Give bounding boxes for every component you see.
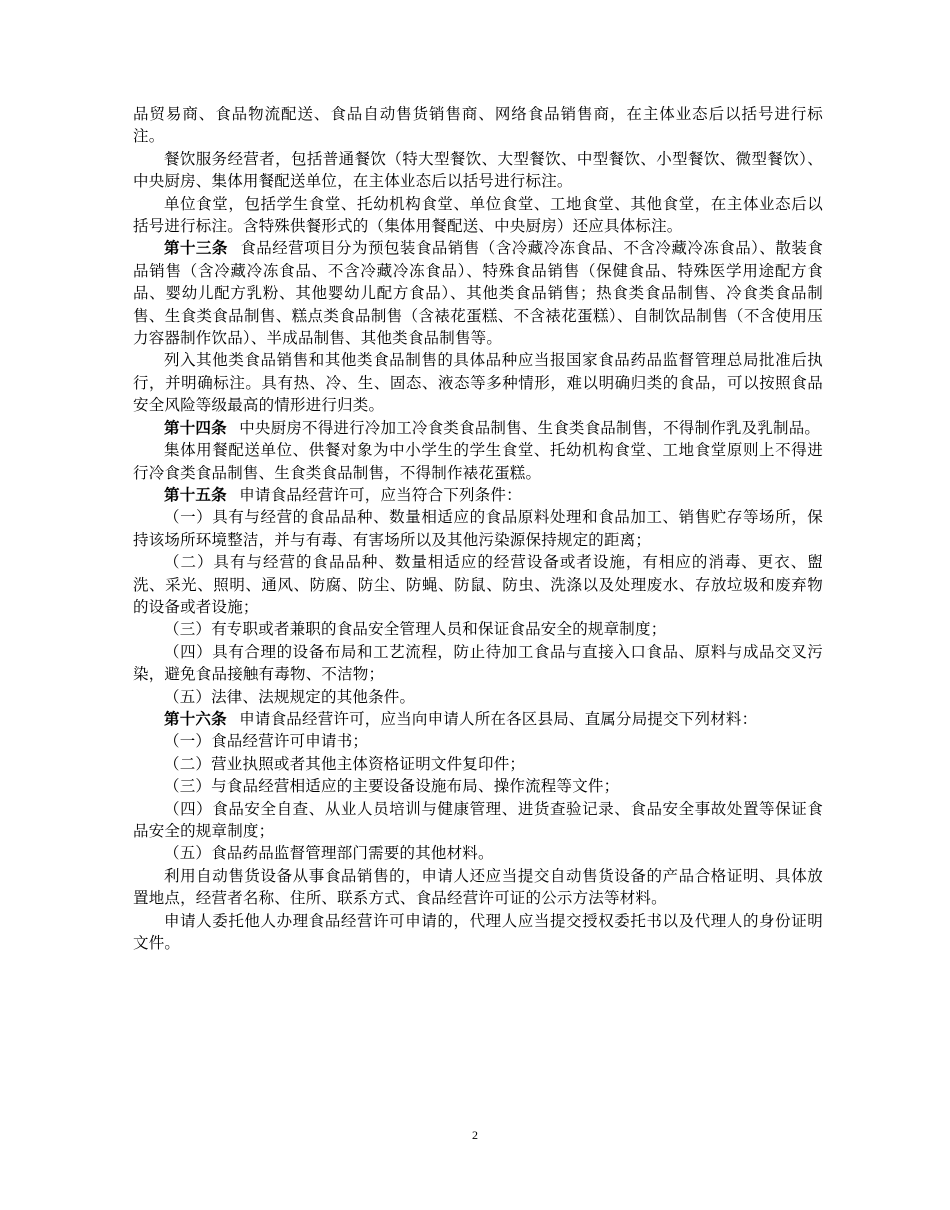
list-item: （五）食品药品监督管理部门需要的其他材料。 (164, 844, 494, 863)
list-item: （一）食品经营许可申请书； (164, 732, 369, 751)
paragraph-19: 利用自动售货设备从事食品销售的，申请人还应当提交自动售货设备的产品合格证明、具体放置地点，经营者名称、住所、联系方式、食品经营许可证的公示方法等材料。 (133, 866, 823, 908)
list-item: （四）具有合理的设备布局和工艺流程，防止待加工食品与直接入口食品、原料与成品交叉污染，避免食品接触有毒物、不洁物； (133, 642, 823, 684)
article-heading: 第十六条 (164, 708, 227, 728)
paragraph-4: 列入其他类食品销售和其他类食品制售的具体品种应当报国家食品药品监督管理总局批准后执行，并明确标注。具有热、冷、生、固态、液态等多种情形，难以明确归类的食品，可以按照食品安全风险等级最高的情形进行归类。 (133, 351, 823, 415)
list-item: （二）营业执照或者其他主体资格证明文件复印件； (164, 754, 526, 773)
document-body (133, 103, 823, 954)
article-14: 第十四条 中央厨房不得进行冷加工冷食类食品制售、生食类食品制售，不得制作乳及乳制品。 (164, 417, 821, 437)
list-item: （三）有专职或者兼职的食品安全管理人员和保证食品安全的规章制度； (164, 620, 667, 639)
article-heading: 第十五条 (164, 484, 227, 504)
list-item: （二）具有与经营的食品品种、数量相适应的经营设备或者设施，有相应的消毒、更衣、盥洗、采光、照明、通风、防腐、防尘、防蝇、防鼠、防虫、洗涤以及处理废水、存放垃圾和废弃物的设备或者设施； (133, 553, 823, 616)
list-item: （四）食品安全自查、从业人员培训与健康管理、进货查验记录、食品安全事故处置等保证食品安全的规章制度； (133, 799, 823, 840)
article-16: 第十六条 申请食品经营许可，应当向申请人所在各区县局、直属分局提交下列材料： (164, 708, 758, 728)
paragraph-6: 集体用餐配送单位、供餐对象为中小学生的学生食堂、托幼机构食堂、工地食堂原则上不得进行冷食类食品制售、生食类食品制售，不得制作裱花蛋糕。 (133, 441, 823, 482)
list-item: （三）与食品经营相适应的主要设备设施布局、操作流程等文件； (164, 777, 620, 796)
paragraph-2: 单位食堂，包括学生食堂、托幼机构食堂、单位食堂、工地食堂、其他食堂，在主体业态后以括号进行标注。含特殊供餐形式的（集体用餐配送、中央厨房）还应具体标注。 (133, 194, 823, 236)
paragraph-1: 餐饮服务经营者，包括普通餐饮（特大型餐饮、大型餐饮、中型餐饮、小型餐饮、微型餐饮）、中央厨房、集体用餐配送单位，在主体业态后以括号进行标注。 (133, 149, 823, 191)
paragraph-20: 申请人委托他人办理食品经营许可申请的，代理人应当提交授权委托书以及代理人的身份证明文件。 (133, 911, 823, 953)
article-15: 第十五条 申请食品经营许可，应当符合下列条件： (164, 484, 522, 504)
list-item: （一）具有与经营的食品品种、数量相适应的食品原料处理和食品加工、销售贮存等场所，保持该场所环境整洁，并与有毒、有害场所以及其他污染源保持规定的距离； (133, 508, 823, 549)
page-number: 2 (472, 1128, 478, 1142)
article-13: 第十三条 食品经营项目分为预包装食品销售（含冷藏冷冻食品、不含冷藏冷冻食品）、散装食品销售（含冷藏冷冻食品、不含冷藏冷冻食品）、特殊食品销售（保健食品、特殊医学用途配方食品、婴幼儿配方乳粉、其他婴幼儿配方食品）、其他类食品销售；热食类食品制售、冷食类食品制售、生食类食品制售、糕点类食品制售（含裱花蛋糕、不含裱花蛋糕）、自制饮品制售（不含使用压力容器制作饮品）、半成品制售、其他类食品制售等。 (133, 238, 823, 348)
paragraph-0: 品贸易商、食品物流配送、食品自动售货销售商、网络食品销售商，在主体业态后以括号进行标注。 (133, 105, 823, 146)
article-heading: 第十三条 (164, 238, 228, 258)
article-heading: 第十四条 (164, 417, 227, 437)
list-item: （五）法律、法规规定的其他条件。 (164, 687, 416, 706)
